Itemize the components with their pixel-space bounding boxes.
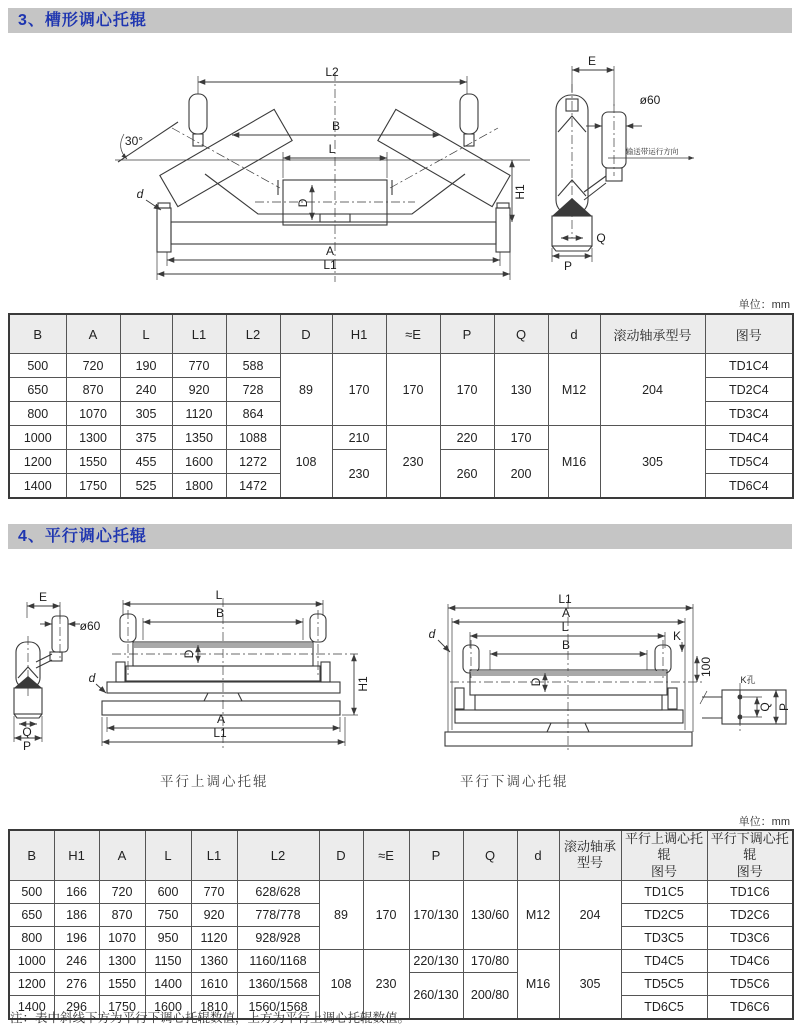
- table-header-row: [9, 830, 793, 880]
- cell: 920: [172, 378, 226, 402]
- col-header: H1: [332, 314, 386, 354]
- cell: TD1C5: [621, 880, 707, 903]
- cell: 260/130: [409, 972, 463, 1019]
- cell: TD3C6: [707, 926, 793, 949]
- cell: 1200: [9, 972, 54, 995]
- cell: 770: [172, 354, 226, 378]
- col-header: L1: [172, 314, 226, 354]
- col-header: Q: [463, 830, 517, 880]
- dim-label-P: P: [563, 259, 573, 273]
- cell: 1160/1168: [237, 949, 319, 972]
- cell: 246: [54, 949, 99, 972]
- cell: 240: [120, 378, 172, 402]
- cell: 920: [191, 903, 237, 926]
- trough-idler-front-view: [115, 65, 530, 282]
- parallel-idler-drawing: [0, 570, 800, 795]
- cell: 170/80: [463, 949, 517, 972]
- cell: 230: [363, 949, 409, 1019]
- cell: 525: [120, 474, 172, 499]
- cell: 770: [191, 880, 237, 903]
- cell: 800: [9, 926, 54, 949]
- cell: TD3C4: [705, 402, 793, 426]
- col-header: A: [99, 830, 145, 880]
- dim-label-Q: Q: [22, 725, 32, 739]
- cell: TD2C5: [621, 903, 707, 926]
- cell: 1272: [226, 450, 280, 474]
- cell: 1120: [191, 926, 237, 949]
- cell: 1150: [145, 949, 191, 972]
- cell: TD6C6: [707, 995, 793, 1019]
- dim-label-A: A: [561, 606, 571, 620]
- dim-label-E: E: [587, 54, 597, 68]
- dim-label-L1: L1: [213, 726, 227, 740]
- cell: 108: [280, 426, 332, 499]
- cell: 1400: [9, 995, 54, 1019]
- cell: 186: [54, 903, 99, 926]
- col-header: L: [120, 314, 172, 354]
- cell: M16: [548, 426, 600, 499]
- cell: 1750: [66, 474, 120, 499]
- dim-label-P: P: [777, 702, 791, 712]
- col-header: D: [319, 830, 363, 880]
- cell: TD4C5: [621, 949, 707, 972]
- cell: 1750: [99, 995, 145, 1019]
- cell: M12: [548, 354, 600, 426]
- cell: 588: [226, 354, 280, 378]
- cell: 296: [54, 995, 99, 1019]
- dim-label-dia60: ø60: [639, 93, 661, 107]
- cell: 170: [494, 426, 548, 450]
- col-header: A: [66, 314, 120, 354]
- cell: 170: [363, 880, 409, 949]
- cell: 305: [559, 949, 621, 1019]
- cell: TD6C5: [621, 995, 707, 1019]
- cell: 170/130: [409, 880, 463, 949]
- cell: 204: [559, 880, 621, 949]
- cell: 1000: [9, 949, 54, 972]
- cell: 170: [332, 354, 386, 426]
- cell: 1400: [9, 474, 66, 499]
- col-header: L1: [191, 830, 237, 880]
- table-row: [9, 354, 793, 378]
- cell: 778/778: [237, 903, 319, 926]
- cell: 200: [494, 450, 548, 499]
- cell: 1000: [9, 426, 66, 450]
- cell: 1350: [172, 426, 226, 450]
- cell: 210: [332, 426, 386, 450]
- col-header: d: [548, 314, 600, 354]
- cell: 1560/1568: [237, 995, 319, 1019]
- cell: 305: [120, 402, 172, 426]
- dim-label-H1: H1: [356, 676, 370, 692]
- cell: 870: [66, 378, 120, 402]
- cell: 1610: [191, 972, 237, 995]
- parallel-idler-spec-table: [8, 829, 794, 1020]
- col-header-fig-upper: [621, 830, 707, 880]
- dim-label-L2: L2: [325, 65, 339, 79]
- cell: 1200: [9, 450, 66, 474]
- cell: 600: [145, 880, 191, 903]
- cell: 1800: [172, 474, 226, 499]
- section3-title-bar: [8, 8, 792, 33]
- cell: 1400: [145, 972, 191, 995]
- cell: 130/60: [463, 880, 517, 949]
- col-header: L: [145, 830, 191, 880]
- dim-label-d: d: [428, 627, 436, 641]
- cell: TD6C4: [705, 474, 793, 499]
- dim-label-d: d: [136, 187, 144, 201]
- cell: 864: [226, 402, 280, 426]
- cell: 928/928: [237, 926, 319, 949]
- table-header-row: [9, 314, 793, 354]
- cell: 89: [319, 880, 363, 949]
- dim-label-D: D: [182, 649, 196, 659]
- cell: 800: [9, 402, 66, 426]
- dim-label-Q: Q: [758, 702, 772, 712]
- unit-label-2: 单位：mm: [738, 816, 790, 828]
- cell: 1360/1568: [237, 972, 319, 995]
- dim-label-A: A: [325, 244, 335, 258]
- cell: 170: [386, 354, 440, 426]
- cell: 200/80: [463, 972, 517, 1019]
- cell: 305: [600, 426, 705, 499]
- cell: 1550: [99, 972, 145, 995]
- section4-title: 4、平行调心托辊: [18, 528, 147, 545]
- cell: 728: [226, 378, 280, 402]
- table-row: [9, 880, 793, 903]
- dim-label-L: L: [561, 620, 569, 634]
- header-line: 图号: [736, 863, 763, 879]
- k-hole-label: K孔: [740, 675, 756, 685]
- cell: 230: [332, 450, 386, 499]
- cell: 89: [280, 354, 332, 426]
- dim-label-L: L: [328, 142, 336, 156]
- trough-idler-side-view: [552, 54, 694, 273]
- cell: 375: [120, 426, 172, 450]
- trough-idler-spec-table: [8, 313, 794, 499]
- cell: TD1C4: [705, 354, 793, 378]
- cell: 204: [600, 354, 705, 426]
- section4-title-bar: [8, 524, 792, 549]
- cell: TD5C4: [705, 450, 793, 474]
- cell: 1600: [172, 450, 226, 474]
- cell: TD4C6: [707, 949, 793, 972]
- cell: 455: [120, 450, 172, 474]
- cell: 1472: [226, 474, 280, 499]
- cell: 720: [99, 880, 145, 903]
- cell: 220/130: [409, 949, 463, 972]
- cell: TD2C4: [705, 378, 793, 402]
- upper-aligning-side-view: [14, 590, 101, 753]
- dim-label-P: P: [22, 739, 32, 753]
- table-row: [9, 426, 793, 450]
- unit-label-1: 单位：mm: [738, 299, 790, 311]
- cell: 170: [440, 354, 494, 426]
- belt-direction-label: 输送带运行方向: [625, 147, 679, 156]
- header-line: 型号: [576, 855, 603, 871]
- dim-label-K: K: [672, 629, 682, 643]
- dim-label-B: B: [215, 606, 225, 620]
- col-header: P: [440, 314, 494, 354]
- cell: 276: [54, 972, 99, 995]
- col-header-fig-lower: [707, 830, 793, 880]
- caption-lower-aligning: 平行下调心托辊: [460, 774, 569, 789]
- cell: 108: [319, 949, 363, 1019]
- cell: 166: [54, 880, 99, 903]
- col-header: Q: [494, 314, 548, 354]
- col-header: 滚动轴承型号: [600, 314, 705, 354]
- cell: 1070: [66, 402, 120, 426]
- cell: 950: [145, 926, 191, 949]
- cell: M16: [517, 949, 559, 1019]
- dim-label-L1: L1: [558, 592, 572, 606]
- lower-aligning-front-view: [429, 592, 713, 752]
- cell: 1070: [99, 926, 145, 949]
- caption-upper-aligning: 平行上调心托辊: [160, 774, 269, 789]
- footnote: 注：表中斜线下方为平行下调心托辊数值，上方为平行上调心托辊数值。: [10, 1011, 411, 1025]
- cell: 196: [54, 926, 99, 949]
- col-header: D: [280, 314, 332, 354]
- trough-idler-drawing: [0, 42, 800, 300]
- dim-label-d: d: [88, 671, 96, 685]
- dim-label-A: A: [216, 712, 226, 726]
- col-header: P: [409, 830, 463, 880]
- cell: 1120: [172, 402, 226, 426]
- cell: 230: [386, 426, 440, 499]
- cell: 1600: [145, 995, 191, 1019]
- col-header-bearing: [559, 830, 621, 880]
- section3-title: 3、槽形调心托辊: [18, 12, 147, 29]
- table-row: [9, 949, 793, 972]
- dim-label-D: D: [529, 677, 543, 687]
- cell: 1088: [226, 426, 280, 450]
- col-header: B: [9, 830, 54, 880]
- header-line: 平行下调心托辊: [710, 831, 789, 863]
- dim-label-B: B: [561, 638, 571, 652]
- cell: 1360: [191, 949, 237, 972]
- cell: 1550: [66, 450, 120, 474]
- col-header: d: [517, 830, 559, 880]
- cell: 650: [9, 378, 66, 402]
- col-header: H1: [54, 830, 99, 880]
- cell: 190: [120, 354, 172, 378]
- dim-label-L: L: [215, 588, 223, 602]
- cell: 500: [9, 354, 66, 378]
- dim-label-100: 100: [699, 656, 713, 678]
- col-header: ≈E: [386, 314, 440, 354]
- dim-label-E: E: [38, 590, 48, 604]
- cell: TD5C5: [621, 972, 707, 995]
- cell: TD5C6: [707, 972, 793, 995]
- upper-aligning-front-view: [89, 588, 370, 748]
- cell: 500: [9, 880, 54, 903]
- cell: TD4C4: [705, 426, 793, 450]
- cell: 720: [66, 354, 120, 378]
- dim-label-B: B: [331, 119, 341, 133]
- col-header: L2: [226, 314, 280, 354]
- cell: 1300: [99, 949, 145, 972]
- cell: 1300: [66, 426, 120, 450]
- dim-label-L1: L1: [323, 258, 337, 272]
- cell: M12: [517, 880, 559, 949]
- cell: 628/628: [237, 880, 319, 903]
- cell: 1810: [191, 995, 237, 1019]
- cell: 130: [494, 354, 548, 426]
- cell: TD1C6: [707, 880, 793, 903]
- cell: 650: [9, 903, 54, 926]
- k-hole-detail-view: [700, 674, 791, 731]
- header-line: 图号: [650, 863, 677, 879]
- dim-label-H1: H1: [513, 184, 527, 200]
- col-header: ≈E: [363, 830, 409, 880]
- dim-label-D: D: [296, 198, 310, 208]
- dim-label-Q: Q: [596, 231, 606, 245]
- cell: TD2C6: [707, 903, 793, 926]
- cell: 750: [145, 903, 191, 926]
- col-header: L2: [237, 830, 319, 880]
- cell: TD3C5: [621, 926, 707, 949]
- header-line: 滚动轴承: [563, 839, 616, 855]
- header-line: 平行上调心托辊: [624, 831, 703, 863]
- col-header: B: [9, 314, 66, 354]
- cell: 870: [99, 903, 145, 926]
- cell: 260: [440, 450, 494, 499]
- cell: 220: [440, 426, 494, 450]
- col-header: 图号: [705, 314, 793, 354]
- dim-label-dia60: ø60: [79, 619, 101, 633]
- angle-label-30: 30°: [124, 134, 144, 148]
